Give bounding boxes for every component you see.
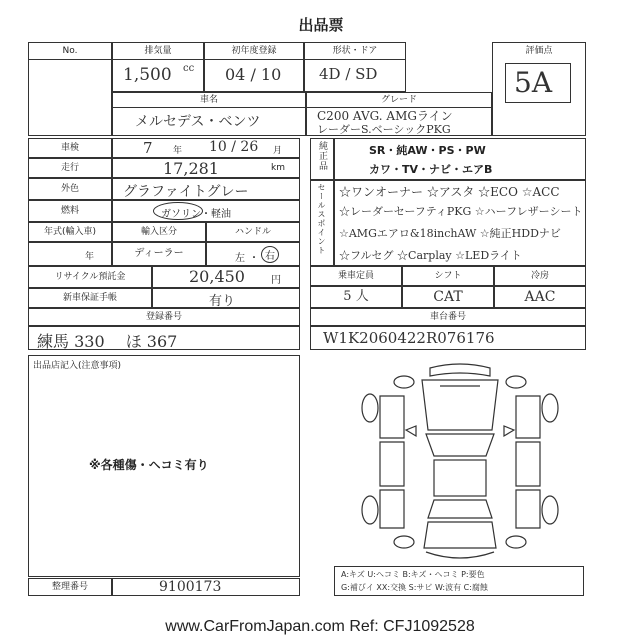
chassis-value: W1K2060422R076176 (323, 329, 495, 347)
fuel-selected-circle (153, 202, 203, 220)
import-cat-label: 輸入区分 (140, 227, 177, 237)
chassis-label-cell (310, 308, 586, 326)
inspection-date-unit: 月 (273, 146, 283, 156)
shift-value: CAT (433, 289, 463, 305)
legend-line1: A:キズ U:ヘコミ B:キズ・ヘコミ P:要色 (341, 570, 485, 579)
color-label-cell (28, 178, 112, 200)
color-label: 外色 (60, 184, 79, 194)
recycle-label: リサイクル預託金 (54, 272, 126, 282)
score-value: 5A (514, 66, 553, 99)
sales-cell (334, 180, 586, 266)
body-type-label: 形状・ドア (305, 43, 405, 60)
equipment-vlabel: 純正品 (317, 141, 327, 171)
no-label: No. (29, 43, 111, 60)
displacement-value: 1,500 (123, 65, 172, 85)
reg-no-value: 練馬 330 ほ 367 (37, 332, 178, 351)
recycle-unit: 円 (271, 275, 281, 286)
sheet-title: 出品票 (298, 16, 344, 34)
handle-sep: ・ (249, 253, 259, 264)
year-value-cell (28, 242, 112, 266)
footer-ref: Ref: CFJ1092528 (349, 618, 475, 635)
sales-vlabel: セールスポイント (317, 183, 326, 255)
notes-box (28, 355, 300, 577)
grade-cell (306, 92, 492, 136)
footer-site[interactable]: www.CarFromJapan.com (165, 618, 345, 635)
serial-label: 整理番号 (51, 582, 88, 592)
inspection-date: 10 / 26 (209, 139, 259, 155)
fuel-options: ガソリン・軽油 (161, 209, 231, 220)
grade-value-line2: レーダーS.ベーシックPKG (317, 123, 451, 136)
recycle-value: 20,450 (189, 267, 245, 286)
score-cell (492, 42, 586, 136)
car-name-label: 車名 (113, 93, 305, 108)
displacement-label: 排気量 (113, 43, 203, 60)
inspection-label-cell (28, 138, 112, 158)
color-value-cell (112, 178, 300, 200)
mileage-value-cell (112, 158, 300, 178)
no-cell (28, 42, 112, 136)
fuel-label: 燃料 (60, 206, 79, 216)
first-reg-cell (204, 42, 304, 92)
warranty-value-cell (152, 288, 300, 308)
car-name-cell (112, 92, 306, 136)
notes-label: 出品店記入(注意事項) (33, 361, 122, 371)
color-value: グラファイトグレー (123, 184, 249, 200)
year-import-label-cell (28, 222, 112, 242)
shift-label: シフト (434, 271, 462, 281)
recycle-label-cell (28, 266, 152, 288)
handle-right: 右 (261, 246, 279, 263)
first-reg-label: 初年度登録 (205, 43, 303, 60)
score-box (505, 63, 571, 103)
displacement-unit: cc (183, 63, 195, 74)
first-reg-value: 04 / 10 (225, 65, 282, 84)
fuel-value-cell (112, 200, 300, 222)
capacity-value: 5 人 (343, 289, 369, 304)
grade-value-line1: C200 AVG. AMGライン (317, 109, 453, 123)
serial-value-cell (112, 578, 300, 596)
car-damage-diagram (360, 360, 560, 564)
mileage-label-cell (28, 158, 112, 178)
warranty-label: 新車保証手帳 (62, 293, 117, 303)
ac-value: AAC (524, 289, 556, 305)
sales-vlabel-cell (310, 180, 334, 266)
equipment-cell (334, 138, 586, 180)
inspection-label: 車検 (60, 143, 79, 153)
chassis-label: 車台番号 (429, 312, 466, 322)
handle-left: 左 (235, 253, 245, 264)
sales-line3: ☆AMGエアロ&18inchAW ☆純正HDDナビ (339, 227, 561, 240)
capacity-value-cell (310, 286, 402, 308)
sales-line1: ☆ワンオーナー ☆アスタ ☆ECO ☆ACC (339, 185, 560, 199)
recycle-value-cell (152, 266, 300, 288)
inspection-year: 7 (143, 139, 153, 157)
handle-value-cell (206, 242, 300, 266)
score-label: 評価点 (525, 46, 553, 56)
equipment-row1: SR・純AW・PS・PW (369, 144, 486, 157)
ac-label-cell (494, 266, 586, 286)
import-cat-label-cell (112, 222, 206, 242)
equipment-row2: カワ・TV・ナビ・エアB (369, 163, 493, 176)
import-cat-value-cell (112, 242, 206, 266)
capacity-label: 乗車定員 (337, 271, 374, 281)
inspection-value-cell (112, 138, 300, 158)
equipment-vlabel-cell (310, 138, 334, 180)
handle-label-cell (206, 222, 300, 242)
shift-label-cell (402, 266, 494, 286)
chassis-value-cell (310, 326, 586, 350)
ac-label: 冷房 (530, 271, 549, 281)
reg-no-value-cell (28, 326, 300, 350)
displacement-cell (112, 42, 204, 92)
fuel-label-cell (28, 200, 112, 222)
footer (0, 618, 640, 636)
handle-label: ハンドル (234, 227, 271, 237)
reg-no-label-cell (28, 308, 300, 326)
grade-label: グレード (307, 93, 491, 108)
legend-line2: G:補びイ XX:交換 S:サビ W:波有 C:腐蝕 (341, 583, 488, 592)
warranty-value: 有り (209, 294, 236, 309)
mileage-label: 走行 (60, 163, 79, 173)
year-label: 年 (85, 252, 95, 262)
ac-value-cell (494, 286, 586, 308)
reg-no-label: 登録番号 (145, 312, 182, 322)
capacity-label-cell (310, 266, 402, 286)
serial-label-cell (28, 578, 112, 596)
mileage-value: 17,281 (163, 159, 219, 178)
inspection-year-unit: 年 (173, 146, 183, 156)
warranty-label-cell (28, 288, 152, 308)
shift-value-cell (402, 286, 494, 308)
notes-text: ※各種傷・ヘコミ有り (89, 458, 209, 472)
sales-line4: ☆フルセグ ☆Carplay ☆LEDライト (339, 249, 522, 262)
body-type-value: 4D / SD (319, 65, 378, 83)
car-name-value: メルセデス・ベンツ (135, 114, 261, 130)
body-type-cell (304, 42, 406, 92)
sales-line2: ☆レーダーセーフティPKG ☆ハーフレザーシート (339, 205, 583, 218)
mileage-unit: km (271, 163, 285, 173)
serial-value: 9100173 (159, 579, 222, 595)
legend-box (334, 566, 584, 596)
import-cat-value: ディーラー (134, 248, 184, 259)
year-import-label: 年式(輸入車) (43, 227, 97, 237)
